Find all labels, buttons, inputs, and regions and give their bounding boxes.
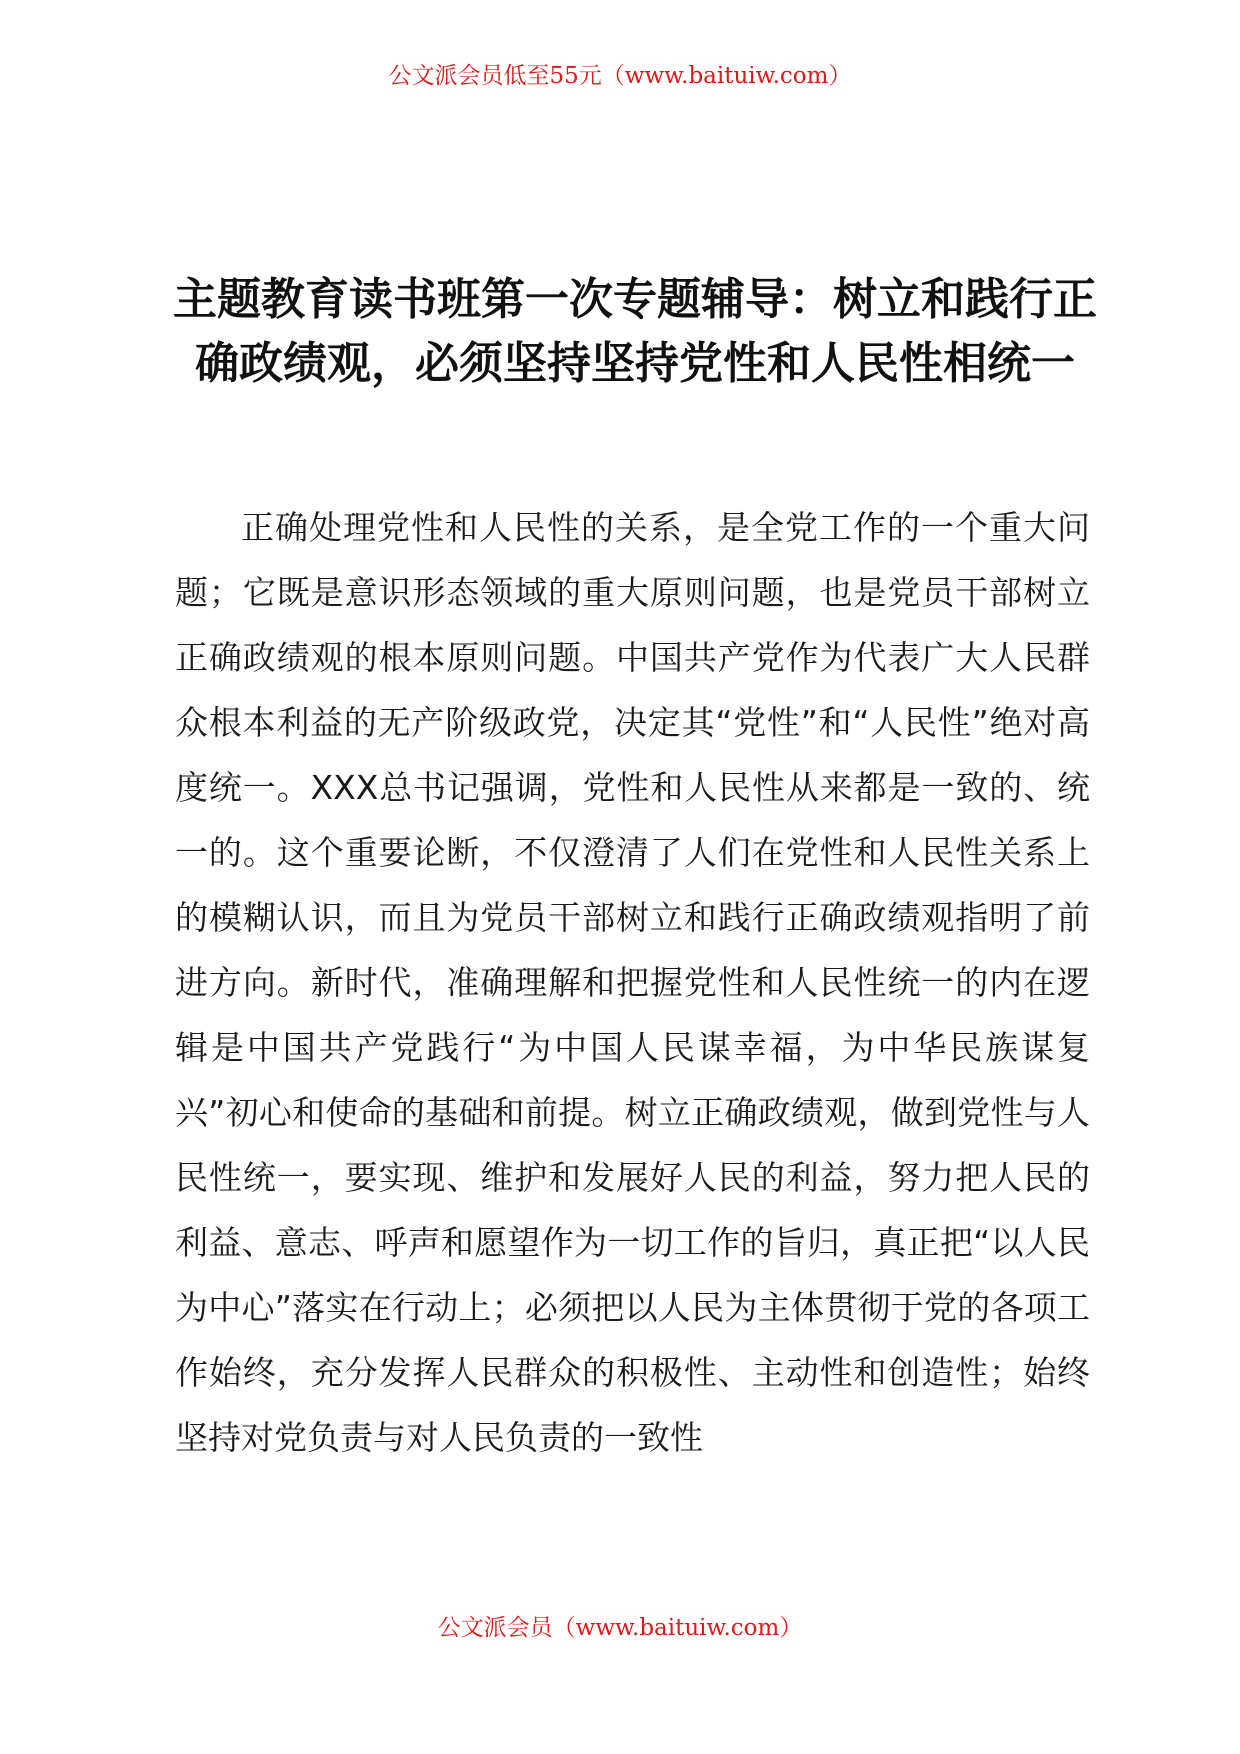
footer-banner: 公文派会员（www.baituiw.com） [437,1615,803,1641]
header-banner: 公文派会员低至55元（www.baituiw.com） [388,63,852,89]
document-title: 主题教育读书班第一次专题辅导：树立和践行正确政绩观，必须坚持坚持党性和人民性相统一 [173,274,1097,389]
body-paragraph: 正确处理党性和人民性的关系，是全党工作的一个重大问题；它既是意识形态领域的重大原则问题，也是党员干部树立正确政绩观的根本原则问题。中国共产党作为代表广大人民群众根本利益的无产阶级政党，决定其“党性”和“人民性”绝对高度统一。XXX总书记强调，党性和人民性从来都是一致的、统一的。这个重要论断，不仅澄清了人们在党性和人民性关系上的模糊认识，而且为党员干部树立和践行正确政绩观指明了前进方向。新时代，准确理解和把握党性和人民性统一的内在逻辑是中国共产党践行“为中国人民谋幸福，为中华民族谋复兴”初心和使命的基础和前提。树立正确政绩观，做到党性与人民性统一，要实现、维护和发展好人民的利益，努力把人民的利益、意志、呼声和愿望作为一切工作的旨归，真正把“以人民为中心”落实在行动上；必须把以人民为主体贯彻于党的各项工作始终，充分发挥人民群众的积极性、主动性和创造性；始终坚持对党负责与对人民负责的一致性 [175,508,1090,1457]
